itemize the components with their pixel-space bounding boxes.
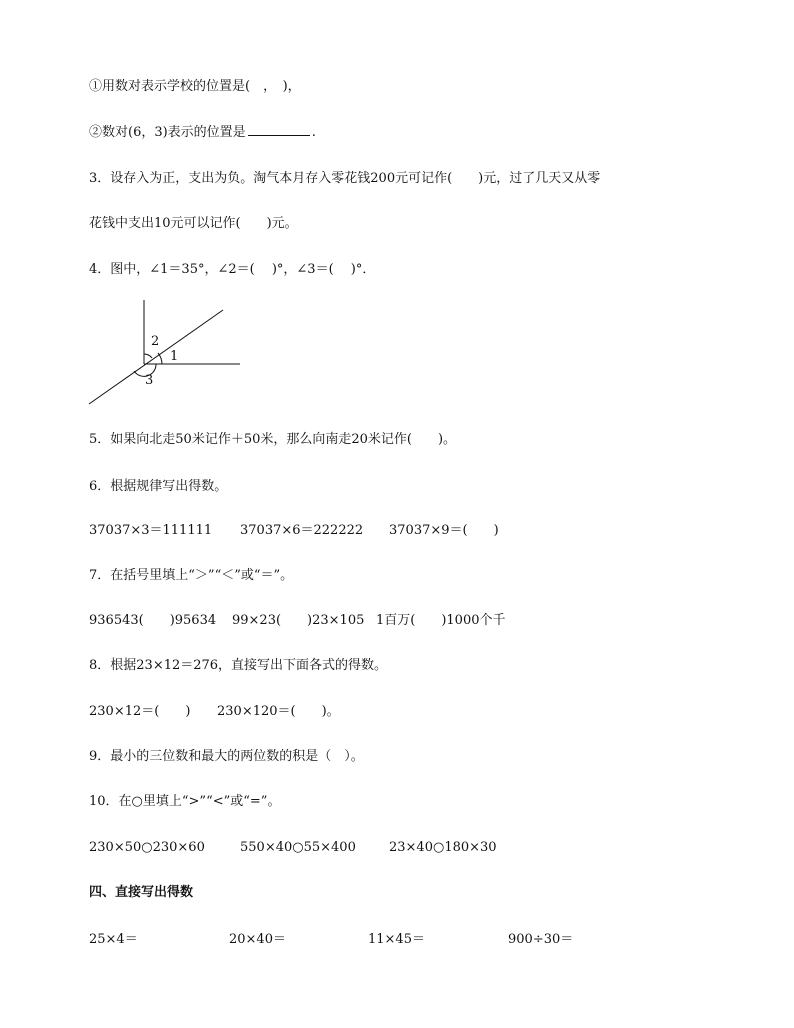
q2-sub1: ①用数对表示学校的位置是( ， )， [89, 79, 301, 94]
angle-label-3: 3 [145, 373, 154, 388]
q2-sub2-text: ②数对(6，3)表示的位置是 [89, 125, 246, 140]
q8-text: 8．根据23×12＝276，直接写出下面各式的得数。 [89, 658, 388, 673]
calc-item: 11×45＝ [368, 932, 425, 947]
angle-label-1: 1 [170, 349, 179, 364]
q6-item: 37037×3＝111111 [89, 523, 213, 538]
angle-arc-2 [144, 354, 152, 358]
q3-line2: 花钱中支出10元可以记作( )元。 [89, 216, 298, 231]
calc-item: 900÷30＝ [508, 932, 574, 947]
angle-figure [80, 298, 250, 410]
q10-text: 10．在○里填上“>”“<”或“=”。 [89, 794, 281, 809]
q7-item: 99×23( )23×105 [232, 613, 365, 628]
q10-item: 23×40○180×30 [389, 840, 497, 855]
q6-item: 37037×9＝( ) [389, 523, 499, 538]
q7-text: 7．在括号里填上“＞”“＜”或“＝”。 [89, 568, 294, 583]
calc-item: 20×40＝ [229, 932, 286, 947]
q7-item: 1百万( )1000个千 [376, 613, 506, 628]
angle-label-2: 2 [151, 334, 160, 349]
q6-item: 37037×6＝222222 [240, 523, 364, 538]
q2-sub2 [89, 123, 316, 142]
q9-text: 9．最小的三位数和最大的两位数的积是（ ）。 [89, 749, 364, 764]
calc-item: 25×4＝ [89, 932, 138, 947]
q8-item: 230×12＝( ) [89, 704, 191, 719]
answer-blank[interactable] [248, 123, 310, 136]
q8-item: 230×120＝( )。 [217, 704, 340, 719]
q6-text: 6．根据规律写出得数。 [89, 479, 228, 494]
q5-text: 5．如果向北走50米记作＋50米，那么向南走20米记作( )。 [89, 432, 457, 447]
q10-item: 550×40○55×400 [240, 840, 356, 855]
q3-line1: 3．设存入为正，支出为负。淘气本月存入零花钱200元可记作( )元，过了几天又从零 [89, 171, 601, 186]
q10-item: 230×50○230×60 [89, 840, 205, 855]
q2-sub2-end: . [311, 125, 316, 140]
q7-item: 936543( )95634 [89, 613, 217, 628]
diagonal-line [89, 310, 223, 404]
section-heading: 四、直接写出得数 [89, 885, 194, 900]
q4-text: 4．图中，∠1＝35°，∠2＝( )°，∠3＝( )°． [89, 262, 376, 277]
